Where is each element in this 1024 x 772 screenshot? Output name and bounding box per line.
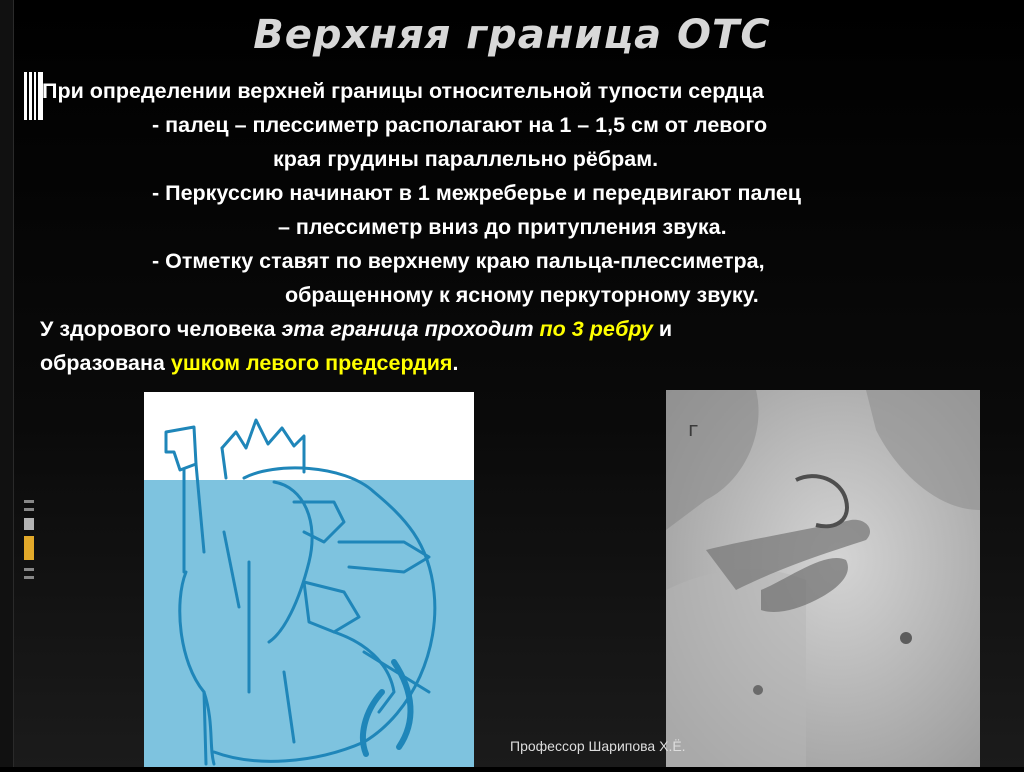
text-line-8-highlight: по 3 ребру: [539, 317, 653, 341]
text-line-1: При определении верхней границы относительной тупости сердца: [42, 79, 764, 103]
percussion-photo: [666, 390, 980, 767]
text-line-3: края грудины параллельно рёбрам.: [273, 147, 659, 171]
text-line-6: - Отметку ставят по верхнему краю пальца-плессиметра,: [152, 249, 765, 273]
text-line-9: [40, 346, 1020, 380]
text-line-2: - палец – плессиметр располагают на 1 – 1,5 см от левого: [152, 113, 768, 137]
text-line-8-end: и: [652, 317, 673, 341]
heart-diagram-image: [144, 392, 474, 767]
text-line-9-highlight: ушком левого предсердия: [170, 351, 453, 375]
photo-label: г: [688, 417, 699, 441]
text-line-4: - Перкуссию начинают в 1 межреберье и передвигают палец: [152, 181, 802, 205]
footer-author: Профессор Шарипова Х.Ё.: [510, 738, 686, 754]
text-line-9-start: образована: [40, 351, 171, 375]
text-line-8: [40, 312, 1020, 346]
text-line-7: обращенному к ясному перкуторному звуку.: [285, 283, 759, 307]
text-line-8-start: У здорового человека: [40, 317, 282, 341]
text-line-5: – плессиметр вниз до притупления звука.: [278, 215, 727, 239]
slide-title: Верхняя граница ОТС: [253, 12, 771, 58]
text-line-8-italic: эта граница проходит: [281, 317, 540, 341]
slide-body: [40, 74, 1020, 380]
text-line-9-end: .: [452, 351, 459, 375]
left-decor-band: [0, 0, 14, 767]
